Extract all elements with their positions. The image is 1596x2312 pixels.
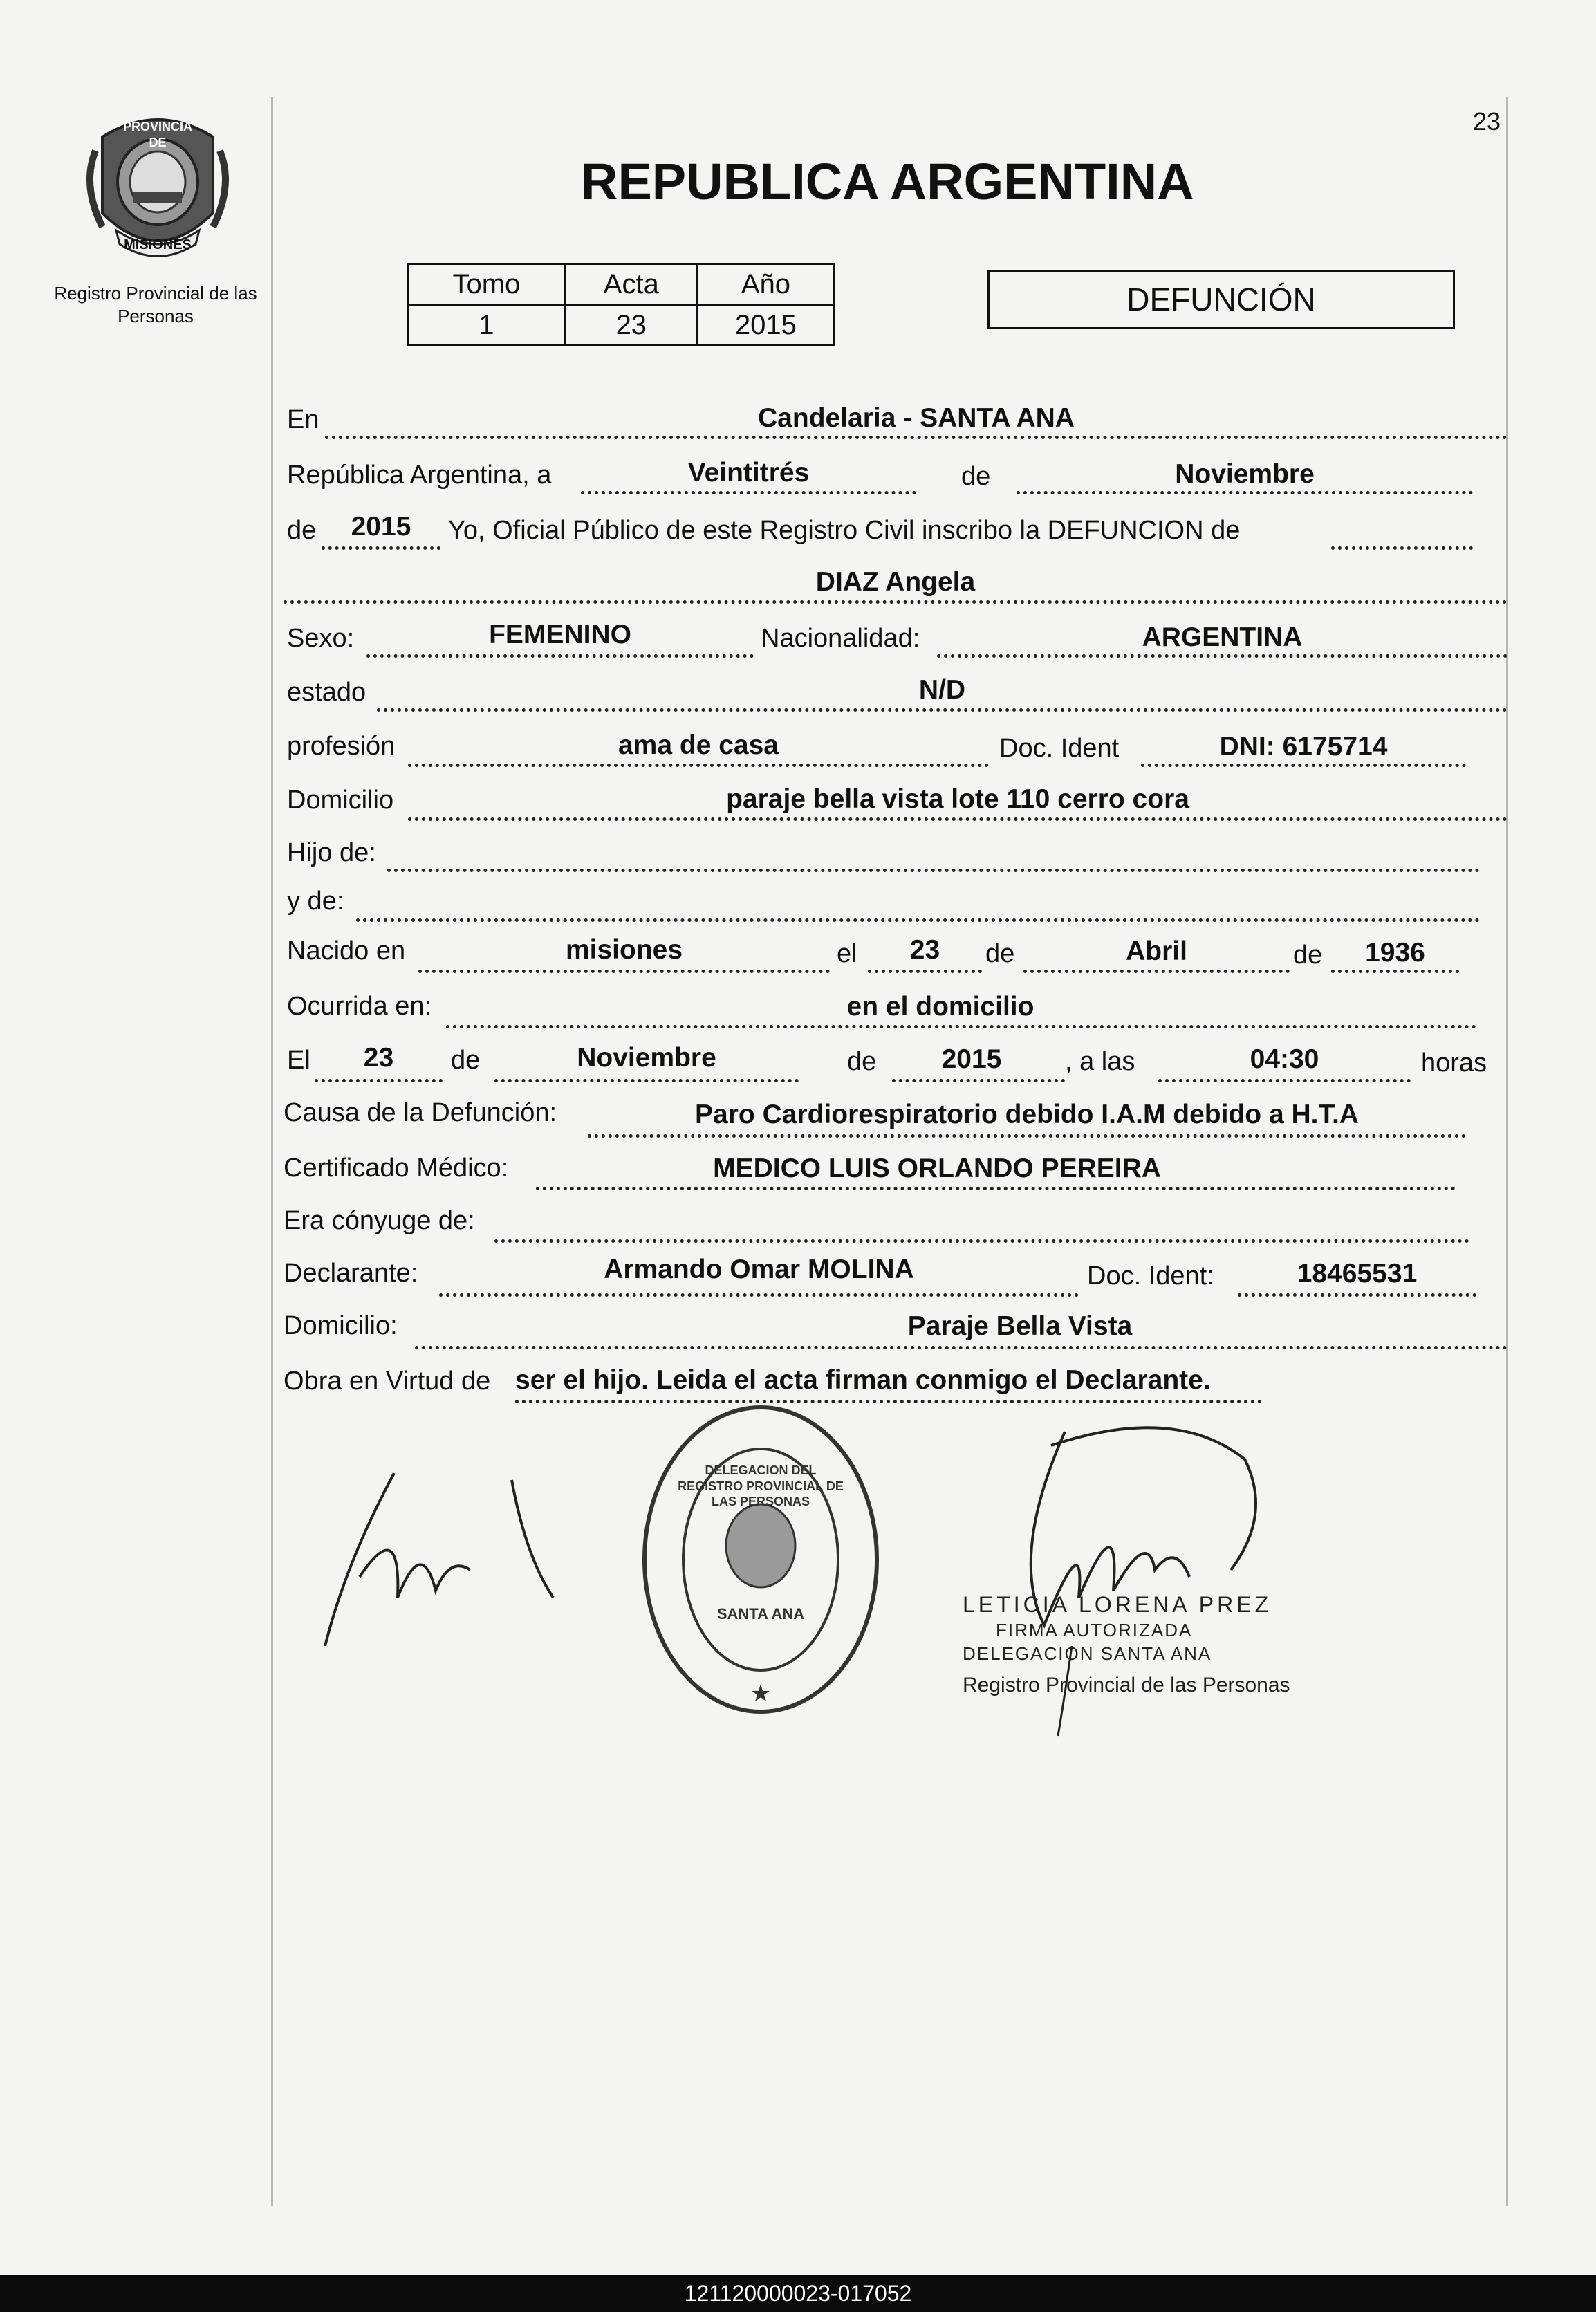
value-profession: ama de casa — [618, 730, 779, 760]
line-death-year — [892, 1079, 1065, 1082]
value-birth-day: 23 — [909, 935, 940, 965]
page-title: REPUBLICA ARGENTINA — [581, 153, 1194, 210]
table-header-acta: Acta — [565, 264, 697, 305]
label-domicilio-declarant: Domicilio: — [284, 1311, 398, 1340]
table-value-acta: 23 — [565, 305, 697, 346]
value-document: DNI: 6175714 — [1219, 732, 1388, 761]
label-de-death-month: de — [451, 1046, 481, 1075]
value-virtue: ser el hijo. Leida el acta firman conmigo el Declarante. — [515, 1365, 1211, 1395]
label-el-birth: el — [837, 939, 857, 968]
official-office: DELEGACION SANTA ANA — [963, 1643, 1212, 1664]
value-place: Candelaria - SANTA ANA — [758, 403, 1075, 433]
value-year: 2015 — [351, 512, 411, 542]
label-doc-ident-declarant: Doc. Ident: — [1087, 1261, 1214, 1291]
label-inscribo: Yo, Oficial Público de este Registro Civil inscribo la DEFUNCION de — [448, 516, 1241, 545]
label-a-las: , a las — [1065, 1047, 1135, 1076]
table-value-tomo: 1 — [408, 305, 566, 346]
value-address: paraje bella vista lote 110 cerro cora — [726, 784, 1189, 814]
label-hijo-de: Hijo de: — [287, 838, 376, 867]
official-seal — [636, 1397, 885, 1722]
table-header-ano: Año — [697, 264, 834, 305]
table-value-ano: 2015 — [697, 305, 834, 346]
line-address — [408, 817, 1507, 821]
seal-ring-text: DELEGACION DEL REGISTRO PROVINCIAL DE LAS PERSONAS — [678, 1463, 844, 1508]
line-declarant-address — [415, 1346, 1507, 1349]
value-deceased-name: DIAZ Angela — [815, 567, 976, 597]
value-nationality: ARGENTINA — [1142, 622, 1303, 652]
label-nacido-en: Nacido en — [287, 936, 406, 965]
label-de-month: de — [961, 462, 991, 491]
value-month: Noviembre — [1175, 459, 1315, 489]
label-estado: estado — [287, 678, 366, 707]
line-doctor — [536, 1187, 1456, 1190]
value-day-words: Veintitrés — [687, 458, 810, 488]
line-hijo-de — [387, 869, 1480, 872]
line-birth-month — [1023, 970, 1290, 973]
line-profession — [408, 764, 989, 767]
official-registry: Registro Provincial de las Personas — [963, 1674, 1290, 1696]
value-death-year: 2015 — [941, 1044, 1002, 1074]
official-role: FIRMA AUTORIZADA — [996, 1620, 1193, 1640]
value-birth-month: Abril — [1126, 936, 1187, 966]
value-birth-place: misiones — [565, 935, 683, 965]
label-profesion: profesión — [287, 732, 396, 761]
label-obra: Obra en Virtud de — [284, 1367, 491, 1396]
label-declarante: Declarante: — [284, 1259, 418, 1288]
value-declarant-address: Paraje Bella Vista — [907, 1311, 1133, 1341]
line-place — [325, 436, 1507, 439]
value-death-time: 04:30 — [1250, 1044, 1319, 1074]
value-cause: Paro Cardiorespiratorio debido I.A.M debido a H.T.A — [695, 1100, 1359, 1129]
line-y-de — [356, 918, 1480, 922]
value-sex: FEMENINO — [489, 620, 631, 649]
label-y-de: y de: — [287, 887, 344, 916]
value-occurred-in: en el domicilio — [846, 992, 1034, 1021]
label-el-death: El — [287, 1046, 310, 1075]
line-sex — [366, 654, 754, 658]
registry-table — [407, 263, 835, 346]
line-declarant — [439, 1293, 1079, 1297]
line-birth-year — [1331, 970, 1459, 973]
line-occurred-in — [446, 1025, 1476, 1028]
declarant-signature — [318, 1459, 581, 1660]
line-inscribo-end — [1331, 546, 1473, 550]
line-death-day — [315, 1079, 443, 1082]
label-conyuge: Era cónyuge de: — [284, 1206, 475, 1235]
province-logo — [82, 109, 234, 268]
label-de-death-year: de — [847, 1047, 877, 1076]
label-de-year: de — [287, 516, 317, 545]
line-virtue — [515, 1400, 1262, 1403]
label-de-birth-month: de — [985, 939, 1015, 968]
line-birth-place — [418, 970, 830, 973]
line-deceased-name — [284, 600, 1507, 604]
label-ocurrida-en: Ocurrida en: — [287, 992, 432, 1021]
line-death-time — [1158, 1079, 1411, 1082]
left-margin-line — [271, 97, 273, 2206]
label-de-birth-year: de — [1293, 941, 1323, 970]
value-death-month: Noviembre — [577, 1043, 716, 1073]
line-declarant-doc — [1238, 1293, 1476, 1297]
line-nationality — [937, 654, 1507, 658]
line-cause — [588, 1134, 1466, 1138]
label-causa: Causa de la Defunción: — [284, 1098, 557, 1127]
line-month — [1017, 491, 1473, 494]
official-name: LETICIA LORENA PREZ — [963, 1592, 1272, 1617]
label-horas: horas — [1421, 1048, 1487, 1078]
registry-caption: Registro Provincial de las Personas — [54, 283, 257, 326]
value-marital-status: N/D — [918, 675, 966, 705]
value-declarant: Armando Omar MOLINA — [604, 1255, 914, 1284]
label-sexo: Sexo: — [287, 624, 355, 653]
label-domicilio: Domicilio — [287, 786, 394, 815]
label-republica: República Argentina, a — [287, 461, 552, 490]
page-number: 23 — [1473, 107, 1501, 136]
label-nacionalidad: Nacionalidad: — [761, 624, 920, 653]
footer-code: 121120000023-017052 — [0, 2275, 1596, 2312]
seal-emblem-icon — [636, 1397, 885, 1722]
table-header-tomo: Tomo — [408, 264, 566, 305]
line-day-words — [581, 491, 916, 494]
value-doctor: MEDICO LUIS ORLANDO PEREIRA — [713, 1154, 1161, 1183]
line-year — [322, 546, 440, 550]
value-birth-year: 1936 — [1365, 938, 1425, 968]
label-en: En — [287, 405, 319, 434]
line-death-month — [494, 1079, 799, 1082]
document-type-box: DEFUNCIÓN — [987, 270, 1455, 329]
logo-bottom-text: MISIONES — [124, 237, 192, 252]
logo-top-text: PROVINCIA DE — [122, 120, 192, 149]
line-birth-day — [868, 970, 982, 973]
label-doc-ident: Doc. Ident — [999, 734, 1120, 763]
seal-center-text: SANTA ANA — [716, 1605, 805, 1622]
value-death-day: 23 — [363, 1043, 394, 1073]
svg-text:★: ★ — [750, 1681, 772, 1707]
line-marital-status — [377, 708, 1507, 712]
line-spouse — [494, 1239, 1469, 1243]
line-document — [1141, 764, 1466, 767]
label-certificado: Certificado Médico: — [284, 1154, 509, 1183]
value-declarant-doc: 18465531 — [1297, 1259, 1418, 1288]
